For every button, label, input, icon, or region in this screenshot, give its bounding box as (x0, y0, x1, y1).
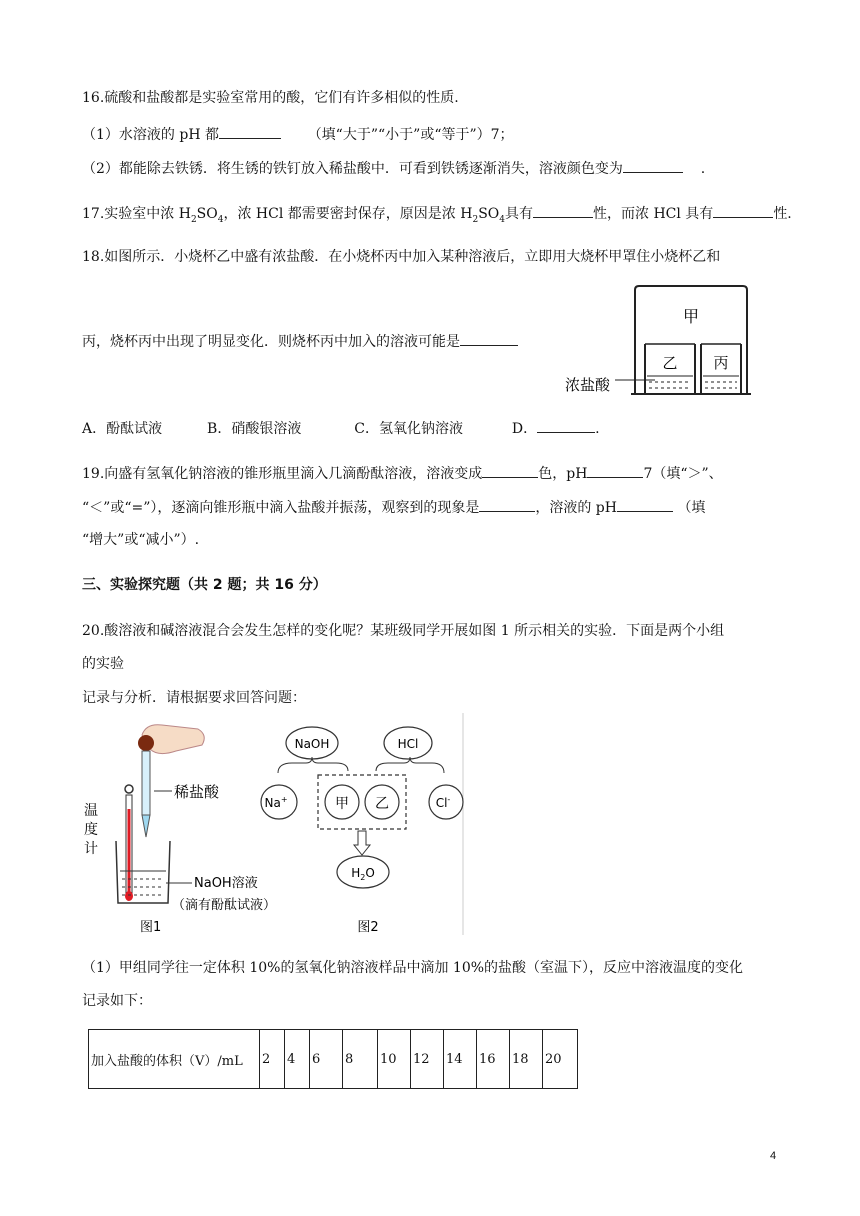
q16-part2-end: . (700, 161, 706, 177)
answer-blank[interactable] (460, 331, 518, 346)
label-dilute-hcl: 稀盐酸 (174, 783, 220, 801)
beaker-icon (116, 841, 170, 903)
table-cell: 10 (378, 1030, 411, 1089)
q16-part1-text: （1）水溶液的 pH 都 (82, 127, 219, 143)
q17-text: 17.实验室中浓 H (82, 206, 191, 222)
q17-text: 性，而浓 HCl 具有 (593, 206, 714, 222)
q17-text: ，浓 HCl 都需要密封保存，原因是浓 H (223, 206, 473, 222)
answer-blank[interactable] (479, 497, 535, 512)
figure-2 (261, 727, 463, 935)
q20-part1-line1: （1）甲组同学往一定体积 10%的氢氧化钠溶液样品中滴加 10%的盐酸（室温下），反应中溶液温度的变化 (82, 960, 744, 976)
table-cell: 8 (343, 1030, 378, 1089)
label-hcl: HCl (397, 737, 419, 751)
q17-text: 具有 (505, 206, 533, 222)
h2o-o: O (365, 866, 375, 880)
q18-beaker-figure (565, 282, 755, 402)
cl-symbol: Cl (435, 796, 448, 810)
label-conc-hcl: 浓盐酸 (565, 376, 611, 394)
q20-stem-3: 记录与分析．请根据要求回答问题： (82, 690, 306, 706)
q20-stem-1: 20.酸溶液和碱溶液混合会发生怎样的变化呢？某班级同学开展如图 1 所示相关的实验．下面是两个小组 (82, 623, 725, 639)
q16-part1 (82, 124, 514, 145)
answer-blank[interactable] (219, 124, 281, 139)
table-cell: 6 (310, 1030, 343, 1089)
q18-stem-2-text: 丙，烧杯丙中出现了明显变化．则烧杯丙中加入的溶液可能是 (82, 334, 460, 350)
figure-1 (84, 725, 276, 935)
answer-blank[interactable] (533, 203, 593, 218)
h2o-sub: 2 (360, 873, 366, 882)
option-d-end: . (595, 421, 600, 437)
q17-text: 性. (773, 206, 792, 222)
label-cl-ion (436, 795, 451, 810)
label-phenolphthalein: （滴有酚酞试液） (172, 898, 277, 913)
label-jia: 甲 (682, 307, 700, 326)
na-charge: + (280, 795, 288, 804)
answer-blank[interactable] (713, 203, 773, 218)
q16-part1-hint: （填“大于”“小于”或“等于”）7； (307, 127, 514, 143)
label-naoh: NaOH (294, 737, 330, 751)
option-a[interactable]: A．酚酞试液 (82, 421, 163, 437)
subscript: 2 (472, 214, 479, 225)
q19-text: （填 (677, 500, 706, 516)
table-cell: 16 (477, 1030, 510, 1089)
figure-1-caption: 图1 (140, 920, 162, 935)
q19-text: 色，pH (538, 466, 588, 482)
q19-text: “＜”或“=”），逐滴向锥形瓶中滴入盐酸并振荡，观察到的现象是 (82, 500, 480, 516)
cl-charge: - (447, 795, 451, 804)
answer-blank[interactable] (537, 418, 595, 433)
label-thermo-2: 度 (84, 822, 98, 838)
q19-text: ，溶液的 pH (535, 500, 617, 516)
h2o-h: H (351, 866, 361, 880)
q19-text: 19.向盛有氢氧化钠溶液的锥形瓶里滴入几滴酚酞溶液，溶液变成 (82, 466, 483, 482)
subscript: 4 (217, 214, 224, 225)
na-symbol: Na (264, 796, 281, 810)
q16-part2-text: （2）都能除去铁锈．将生锈的铁钉放入稀盐酸中．可看到铁锈逐渐消失，溶液颜色变为 (82, 161, 623, 177)
q18-options (82, 418, 600, 439)
page-number: 4 (770, 1150, 777, 1162)
reaction-box (318, 775, 406, 829)
q17-stem (82, 203, 792, 230)
option-b[interactable]: B．硝酸银溶液 (207, 421, 302, 437)
answer-blank[interactable] (617, 497, 673, 512)
label-bing: 丙 (713, 354, 729, 372)
table-cell: 18 (510, 1030, 543, 1089)
answer-blank[interactable] (623, 158, 683, 173)
beaker-jia (635, 286, 747, 394)
q16-part2 (82, 158, 705, 179)
table-cell: 2 (260, 1030, 285, 1089)
label-thermo-1: 温 (84, 803, 98, 819)
subscript: 4 (499, 214, 505, 225)
dropper-bulb (138, 735, 154, 751)
q18-stem-1: 18.如图所示．小烧杯乙中盛有浓盐酸．在小烧杯丙中加入某种溶液后，立即用大烧杯甲罩住小烧杯乙和 (82, 249, 721, 265)
q19-line-2 (82, 497, 705, 518)
answer-blank[interactable] (587, 463, 643, 478)
label-jia-ion: 甲 (335, 796, 349, 812)
figure-2-caption: 图2 (357, 920, 379, 935)
section-3-heading: 三、实验探究题（共 2 题；共 16 分） (82, 577, 327, 593)
label-na-ion (264, 795, 287, 810)
option-d-label: D． (511, 421, 538, 437)
q19-line-1 (82, 463, 723, 484)
label-thermo-3: 计 (84, 841, 98, 857)
q20-part1-line2: 记录如下： (82, 993, 152, 1009)
q20-stem-2: 的实验 (82, 656, 124, 672)
temperature-record-table (88, 1029, 578, 1089)
q17-text: SO (196, 206, 218, 222)
label-yi-ion: 乙 (375, 796, 389, 812)
subscript: 2 (190, 214, 197, 225)
q17-text: SO (478, 206, 500, 222)
label-yi: 乙 (662, 354, 678, 372)
answer-blank[interactable] (482, 463, 538, 478)
q16-stem: 16.硫酸和盐酸都是实验室常用的酸，它们有许多相似的性质. (82, 90, 459, 106)
label-h2o (351, 866, 375, 882)
table-cell: 12 (411, 1030, 444, 1089)
table-row (89, 1030, 578, 1089)
table-cell: 20 (543, 1030, 578, 1089)
q18-stem-2 (82, 331, 518, 352)
table-cell: 14 (444, 1030, 477, 1089)
q19-text: 7（填“＞”、 (643, 466, 723, 482)
q20-figures (80, 713, 466, 935)
q19-line-3: “增大”或“减小”）. (82, 532, 200, 548)
option-c[interactable]: C．氢氧化钠溶液 (354, 421, 463, 437)
table-header-cell: 加入盐酸的体积（V）/mL (89, 1030, 260, 1089)
dropper-icon (142, 751, 150, 815)
label-naoh-solution: NaOH溶液 (194, 876, 258, 891)
option-d[interactable] (512, 421, 600, 437)
arrow-down-icon (354, 831, 370, 855)
table-cell: 4 (285, 1030, 310, 1089)
